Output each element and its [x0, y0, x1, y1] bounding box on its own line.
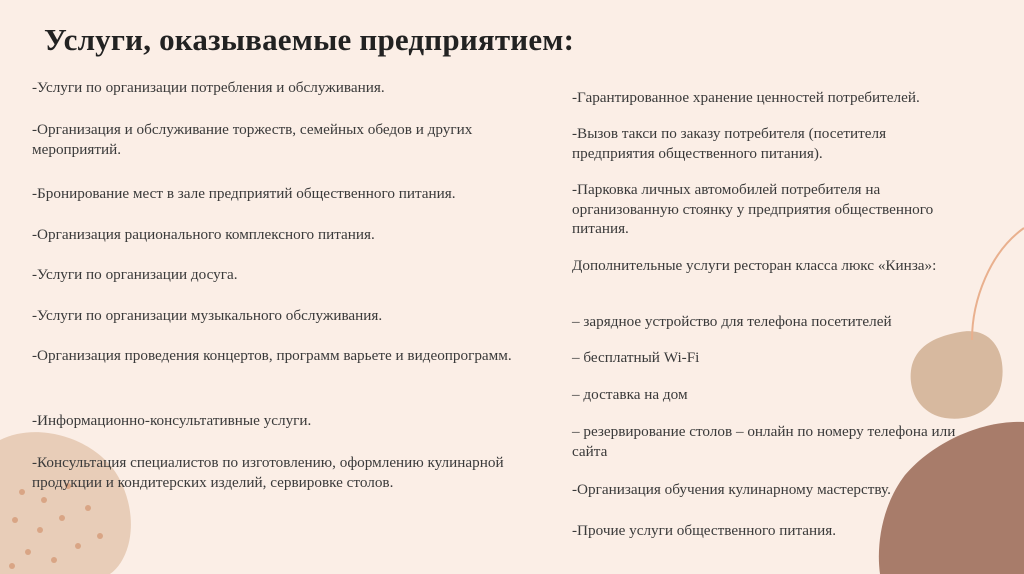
- slide-title: Услуги, оказываемые предприятием:: [44, 22, 575, 57]
- list-item: -Информационно-консультативные услуги.: [32, 412, 312, 429]
- list-item: -Парковка личных автомобилей потребителя на организованную стоянку у предприятия общественного питания.: [572, 181, 934, 237]
- list-item: -Организация и обслуживание торжеств, семейных обедов и других мероприятий.: [32, 121, 473, 158]
- list-item: -Организация рационального комплексного питания.: [32, 226, 375, 243]
- list-item: -Бронирование мест в зале предприятий общественного питания.: [32, 185, 456, 202]
- list-item: – бесплатный Wi-Fi: [572, 349, 700, 366]
- list-item: -Вызов такси по заказу потребителя (посетителя предприятия общественного питания).: [572, 125, 887, 162]
- list-item: – зарядное устройство для телефона посетителей: [572, 313, 892, 330]
- list-item: -Организация проведения концертов, программ варьете и видеопрограмм.: [32, 347, 512, 364]
- list-item: – доставка на дом: [572, 386, 688, 403]
- list-item: -Услуги по организации досуга.: [32, 266, 238, 283]
- arc-line: [972, 228, 1024, 340]
- blob-right-light: [911, 331, 1003, 419]
- list-item: -Организация обучения кулинарному мастерству.: [572, 481, 891, 498]
- list-item: – резервирование столов – онлайн по номеру телефона или сайта: [572, 423, 956, 460]
- list-item: -Консультация специалистов по изготовлению, оформлению кулинарной продукции и кондитерских изделий, сервировке столов.: [32, 454, 504, 491]
- list-item: -Гарантированное хранение ценностей потребителей.: [572, 89, 920, 106]
- list-item: -Услуги по организации музыкального обслуживания.: [32, 307, 383, 324]
- list-item: -Прочие услуги общественного питания.: [572, 522, 837, 539]
- list-item: Дополнительные услуги ресторан класса люкс «Кинза»:: [572, 257, 937, 274]
- list-item: -Услуги по организации потребления и обслуживания.: [32, 79, 385, 96]
